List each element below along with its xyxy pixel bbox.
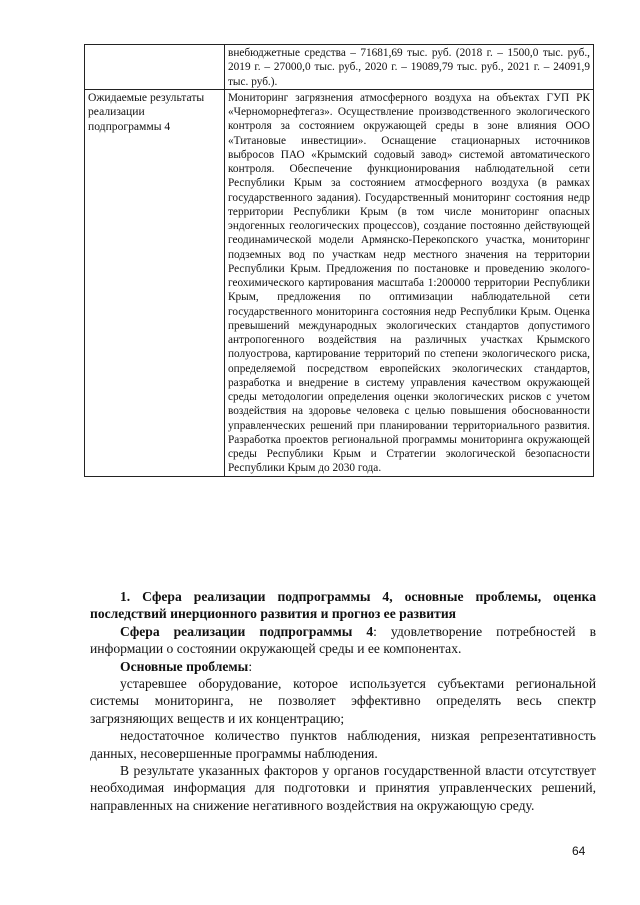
conclusion-paragraph: В результате указанных факторов у органов государственной власти отсутствует необходимая информация для подготовки и принятия управленческих решений, направленных на снижение негативного воздействия на окружающую среду. — [90, 763, 596, 813]
section-heading: 1. Сфера реализации подпрограммы 4, основные проблемы, оценка последствий инерционного развития и прогноз ее развития — [90, 589, 596, 622]
scope-label: Сфера реализации подпрограммы 4 — [120, 623, 374, 639]
subprogram-passport-table — [84, 44, 594, 477]
page-number: 64 — [572, 844, 586, 858]
table-row — [85, 45, 594, 90]
table-cell-label: Ожидаемые результаты реализации подпрограммы 4 — [85, 89, 225, 476]
table-row — [85, 89, 594, 476]
table-cell-label — [85, 45, 225, 90]
table-cell-expected-results: Мониторинг загрязнения атмосферного воздуха на объектах ГУП РК «Черноморнефтегаз». Осуществление производственного экологического контроля за состоянием окружающей среды в зоне влияния ООО «Титановые инвестиции». Оснащение стационарных источников выбросов ПАО «Крымский содовый завод» системой автоматического контроля. Обеспечение функционирования наблюдательной сети Республики Крым за состоянием атмосферного воздуха (в рамках государственного задания). Государственный мониторинг состояния недр территории Республики Крым (в том числе мониторинг опасных эндогенных геологических процессов), создание постоянно действующей геодинамической модели Армянско-Перекопского участка, мониторинг подземных вод по участкам недр местного значения на территории Республики Крым. Предложения по постановке и проведению эколого-геохимического картирования масштаба 1:200000 территории Республики Крым, предложения по оптимизации наблюдательной сети государственного мониторинга состояния недр Республики Крым. Оценка превышений международных экологических стандартов допустимого антропогенного воздействия на различных участках Крымского полуострова, картирование территорий по степени экологического риска, определяемой посредством европейских экологических стандартов, разработка и внедрение в систему управления качеством окружающей среды методологии определения оценки экологических рисков с учетом воздействия на здоровье человека с целью повышения обоснованности управленческих решений при планировании территориального развития. Разработка проектов региональной программы мониторинга окружающей среды Республики Крым и Стратегии экологической безопасности Республики Крым до 2030 года. — [225, 89, 594, 476]
table-cell-funding: внебюджетные средства – 71681,69 тыс. руб. (2018 г. – 1500,0 тыс. руб., 2019 г. – 27000,0 тыс. руб., 2020 г. – 19089,79 тыс. руб., 2021 г. – 24091,9 тыс. руб.). — [225, 45, 594, 90]
problems-colon: : — [248, 658, 253, 674]
section-body — [90, 588, 596, 814]
problems-paragraph — [90, 658, 596, 675]
problem-item-1: устаревшее оборудование, которое используется субъектами региональной системы мониторинга, не позволяет эффективно определять весь спектр загрязняющих веществ и их концентрацию; — [90, 676, 596, 726]
problems-label: Основные проблемы — [120, 658, 249, 674]
scope-text: : удовлетворение потребностей в информации о состоянии окружающей среды и ее компонентах. — [90, 623, 596, 657]
scope-paragraph — [90, 623, 596, 658]
problem-item-2: недостаточное количество пунктов наблюдения, низкая репрезентативность данных, несовершенные программы наблюдения. — [90, 728, 596, 761]
